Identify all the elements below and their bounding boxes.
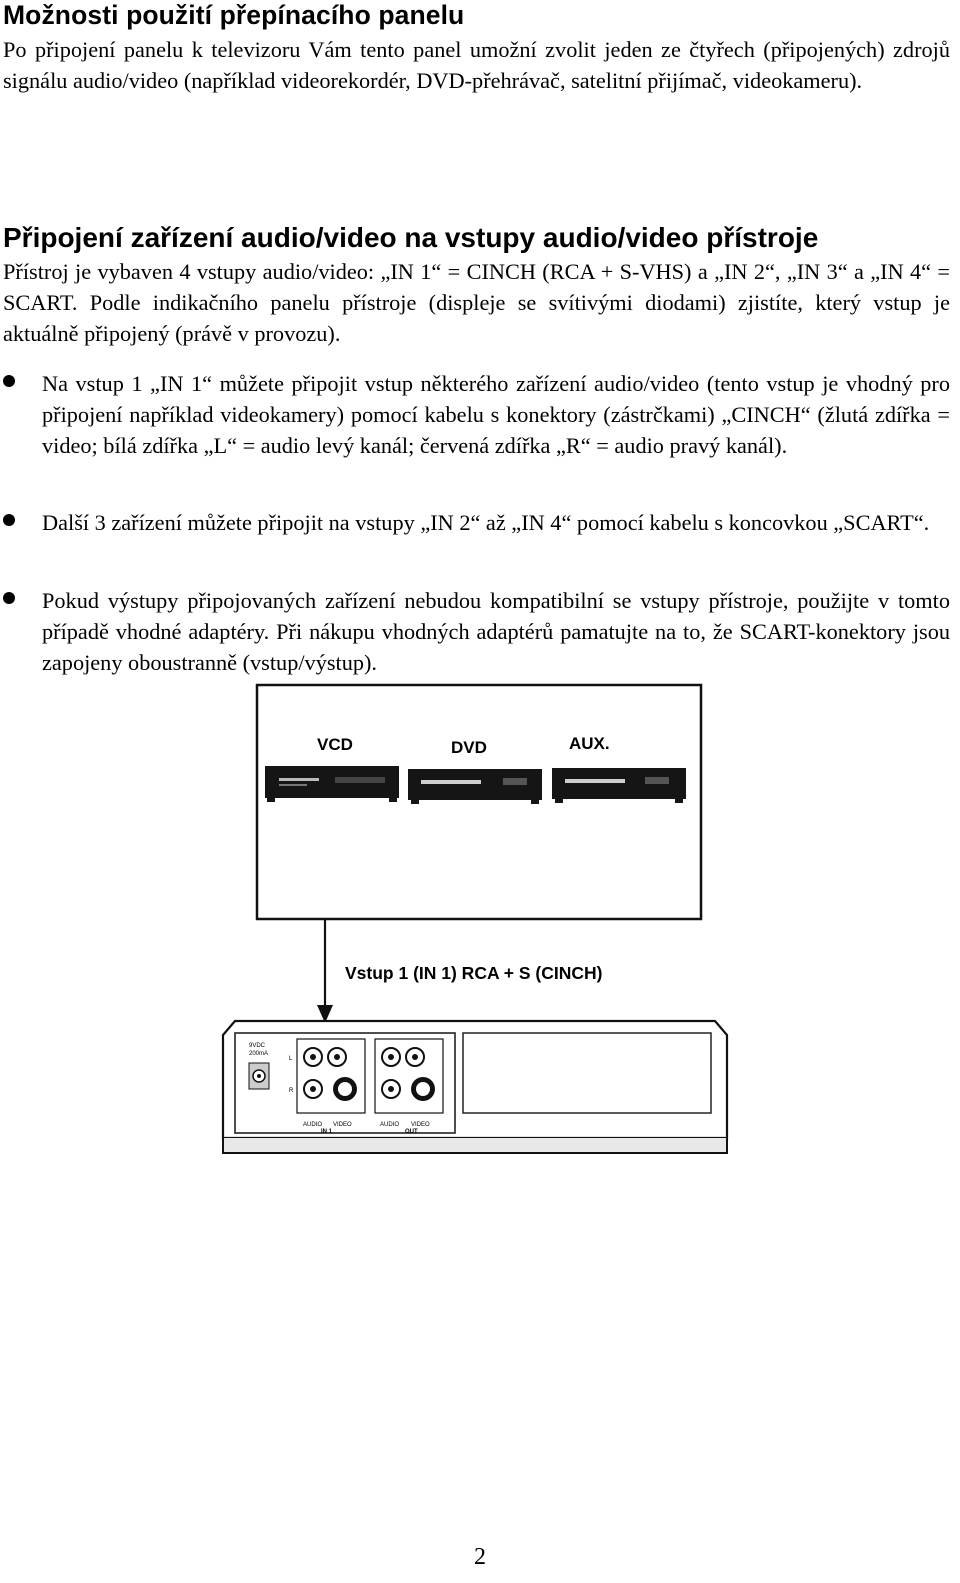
power-label: 9VDC <box>249 1043 266 1049</box>
bullet-text: Pokud výstupy připojovaných zařízení nebudou kompatibilní se vstupy přístroje, použijte v tomto případě vhodné adaptéry. Při nákupu vhodných adaptérů pamatujte na to, že SCART-konektory jsou zapojeny oboustranně (vstup/výstup). <box>42 588 950 675</box>
bullet-item <box>3 368 950 461</box>
device-label-aux: AUX. <box>569 734 610 753</box>
bullet-icon <box>3 514 15 526</box>
svg-text:VIDEO: VIDEO <box>333 1122 352 1128</box>
input-caption: Vstup 1 (IN 1) RCA + S (CINCH) <box>345 963 603 983</box>
bullet-item <box>3 507 950 538</box>
svg-text:AUDIO: AUDIO <box>380 1122 400 1128</box>
paragraph-connection: Přístroj je vybaven 4 vstupy audio/video: „IN 1“ = CINCH (RCA + S-VHS) a „IN 2“, „IN 3“ a „IN 4“ = SCART. Podle indikačního panelu přístroje (displeje se svítivými diodami) zjistíte, který vstup je aktuálně připojený (právě v provozu). <box>3 259 950 346</box>
connection-diagram <box>215 683 735 1163</box>
bullet-text: Na vstup 1 „IN 1“ můžete připojit vstup některého zařízení audio/video (tento vstup je vhodný pro připojení například videokamery) pomocí kabelu s konektory (zástrčkami) „CINCH“ (žlutá zdířka = video; bílá zdířka „L“ = audio levý kanál; červená zdířka „R“ = audio pravý kanál). <box>42 371 950 458</box>
page-number: 2 <box>474 1544 486 1570</box>
svg-text:R: R <box>289 1088 294 1094</box>
aux-device-icon <box>552 768 686 803</box>
switch-box-rear-panel <box>223 1021 727 1153</box>
bullet-icon <box>3 592 15 604</box>
vcd-player-icon <box>265 766 399 802</box>
svg-text:AUDIO: AUDIO <box>303 1122 323 1128</box>
bullet-text: Další 3 zařízení můžete připojit na vstupy „IN 2“ až „IN 4“ pomocí kabelu s koncovkou „SCART“. <box>42 510 930 535</box>
svg-text:VIDEO: VIDEO <box>411 1122 430 1128</box>
paragraph-usage: Po připojení panelu k televizoru Vám tento panel umožní zvolit jeden ze čtyřech (připojených) zdrojů signálu audio/video (například videorekordér, DVD-přehrávač, satelitní přijímač, videokameru). <box>3 37 950 93</box>
svg-text:200mA: 200mA <box>249 1051 269 1057</box>
bullet-icon <box>3 375 15 387</box>
cable-arrow-icon <box>317 920 333 1023</box>
devices-frame <box>257 685 701 919</box>
section-heading-usage: Možnosti použití přepínacího panelu <box>3 0 465 30</box>
section-heading-connection: Připojení zařízení audio/video na vstupy audio/video přístroje <box>3 222 819 253</box>
svg-text:L: L <box>289 1056 293 1062</box>
bullet-item <box>3 585 950 678</box>
device-label-vcd: VCD <box>317 735 353 754</box>
svg-text:IN 1: IN 1 <box>321 1129 333 1135</box>
device-label-dvd: DVD <box>451 738 487 757</box>
svg-text:OUT: OUT <box>405 1129 418 1135</box>
dvd-player-icon <box>408 769 542 804</box>
